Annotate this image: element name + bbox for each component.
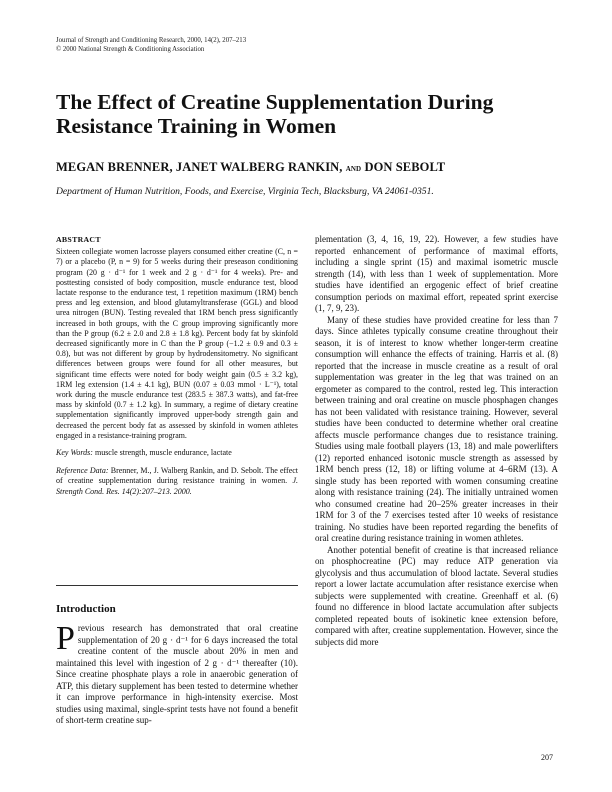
- reference-data: [56, 466, 298, 498]
- abstract-heading: ABSTRACT: [56, 235, 101, 244]
- authors-first: MEGAN BRENNER, JANET WALBERG RANKIN,: [56, 160, 343, 174]
- right-paragraph-3: Another potential benefit of creatine is that increased reliance on phosphocreatine (PC) may reduce ATP generation via glycolysis and thus accumulation of blood lactate. Several studies report a lower lactate accumulation after resistance exercise when subjects were supplemented with creatine. Greenhaff et al. (6) found no difference in blood lactate accumulation after subjects completed repeated bouts of isokinetic knee extension before, compared with after, creatine supplementation. However, since the subjects did more: [315, 544, 558, 647]
- keywords-text: muscle strength, muscle endurance, lactate: [94, 448, 232, 458]
- author-list: [56, 160, 445, 175]
- drop-cap: P: [56, 620, 75, 657]
- abstract-section: [56, 234, 298, 497]
- keywords: [56, 448, 298, 459]
- right-column: [315, 234, 558, 648]
- section-divider: [56, 585, 298, 586]
- introduction-text: revious research has demonstrated that oral creatine supplementation of 20 g · d⁻¹ for 6 days increased the total creatine content of the muscle about 20% in men and maintained this level with ingestion of 2 g · d⁻¹ thereafter (10). Since creatine phosphate plays a role in anaerobic generation of ATP, this dietary supplement has been tested to determine whether it can improve performance in high-intensity exercise. Most studies using maximal, single-sprint tests have not found a benefit of short-term creatine sup-: [56, 623, 298, 725]
- introduction-heading: Introduction: [56, 603, 116, 615]
- journal-copyright: © 2000 National Strength & Conditioning Association: [56, 46, 205, 53]
- authors-and: and: [345, 164, 362, 174]
- right-paragraph-1: plementation (3, 4, 16, 19, 22). However, a few studies have reported enhancement of performance of maximal efforts, including a single sprint (15) and maximal isometric muscle strength (14), with less than 1 week of supplementation. More studies have identified an ergogenic effect of brief creatine consumption periods on maximal effort, repeated sprint exercise (1, 7, 9, 23).: [315, 234, 558, 313]
- article-title: The Effect of Creatine Supplementation During Resistance Training in Women: [56, 90, 494, 138]
- authors-last: DON SEBOLT: [364, 160, 446, 174]
- introduction-text-block: [56, 620, 298, 727]
- reference-journal: J. Strength Cond. Res. 14(2):207–213. 2000.: [56, 476, 298, 496]
- reference-label: Reference Data:: [56, 465, 109, 475]
- page-number: 207: [541, 753, 553, 762]
- journal-header: [56, 36, 246, 54]
- affiliation: Department of Human Nutrition, Foods, and Exercise, Virginia Tech, Blacksburg, VA 24061-0351.: [56, 186, 434, 197]
- abstract-text: Sixteen collegiate women lacrosse players consumed either creatine (C, n = 7) or a placebo (P, n = 9) for 5 weeks during their preseason conditioning program (20 g · d⁻¹ for 1 week and 2 g · d⁻¹ for 4 weeks). Pre- and posttesting consisted of body composition, muscle endurance test, blood lactate response to the endurance test, 1 repetition maximum (1RM) bench press and leg extension, and blood glutamyltransferase (GGL) and blood urea nitrogen (BUN). Testing revealed that 1RM bench press significantly increased in both groups, with the C group improving significantly more than the P group (6.2 ± 2.0 and 2.8 ± 1.8 kg). Percent body fat by skinfold decreased significantly more in C than the P group (−1.2 ± 0.9 and 0.3 ± 0.8), but was not different by group by hydrodensitometry. No significant differences between groups were found for all other measures, but significant time effects were noted for body weight gain (0.5 ± 3.2 kg), 1RM leg extension (1.4 ± 4.1 kg), BUN (0.07 ± 0.03 mmol · L⁻¹), total work during the muscle endurance test (283.5 ± 387.3 watts), and fat-free mass by skinfold (0.7 ± 1.2 kg). In summary, a regime of dietary creatine supplementation significantly improved upper-body strength gain and decreased the percent body fat as assessed by skinfold in women athletes engaged in a resistance-training program.: [56, 247, 298, 440]
- keywords-label: Key Words:: [56, 448, 93, 458]
- right-paragraph-2: Many of these studies have provided creatine for less than 7 days. Since athletes typically consume creatine throughout their season, it is of interest to know whether longer-term creatine consumption will enhance the effects of training. Harris et al. (8) reported that the increase in muscle creatine as a result of oral supplementation was greater in the leg that was trained on an ergometer as compared to the control, rested leg. This interaction between training and oral creatine on muscle phosphagen changes has not been validated with resistance training. However, several studies have been conducted to determine whether oral creatine affects muscle performance changes due to resistance training. Studies using male football players (13, 18) and male powerlifters (12) reported enhanced isotonic muscle strength as assessed by 1RM bench press (12, 18) or lifting volume at 4–6RM (13). A single study has been reported with women consuming creatine along with resistance training (24). The initially untrained women who consumed creatine had 20–25% greater increases in their 1RM for 3 of the 7 exercises tested after 10 weeks of resistance training. No studies have been reported regarding the benefits of oral creatine during resistance training in women athletes.: [315, 314, 558, 543]
- reference-text: Brenner, M., J. Walberg Rankin, and D. Sebolt. The effect of creatine supplementation during resistance training in women.: [56, 465, 299, 486]
- journal-citation: Journal of Strength and Conditioning Research, 2000, 14(2), 207–213: [56, 37, 247, 44]
